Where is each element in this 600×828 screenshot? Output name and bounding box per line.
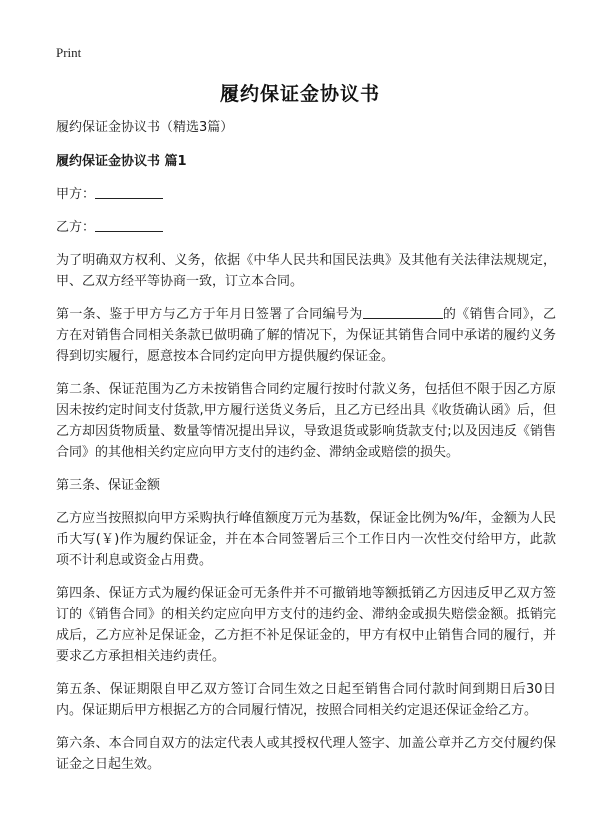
document-subtitle: 履约保证金协议书（精选3篇） — [56, 120, 234, 135]
clause-1-text-a: 第一条、鉴于甲方与乙方于年月日签署了合同编号为 — [56, 307, 363, 322]
clause-3-title: 第三条、保证金额 — [56, 478, 161, 493]
clause-5: 第五条、保证期限自甲乙双方签订合同生效之日起至销售合同付款时间到期日后30日内。保证期后甲方根据乙方的合同履行情况，按照合同相关约定退还保证金给乙方。 — [56, 682, 556, 718]
party-b-line — [56, 217, 556, 238]
intro-paragraph: 为了明确双方权利、义务，依据《中华人民共和国民法典》及其他有关法律法规规定，甲、乙双方经平等协商一致，订立本合同。 — [56, 253, 556, 289]
clause-1-text-b: 的《销售合同》，乙方在对销售合同相关条款已做明确了解的情况下，为保证其销售合同中承诺的履约义务得到切实履行，愿意按本合同约定向甲方提供履约保证金。 — [56, 307, 556, 364]
clause-3: 乙方应当按照拟向甲方采购执行峰值额度万元为基数，保证金比例为%/年，金额为人民币大写(￥)作为履约保证金，并在本合同签署后三个工作日内一次性交付给甲方，此款项不计利息或资金占用费。 — [56, 511, 556, 568]
clause-2: 第二条、保证范围为乙方未按销售合同约定履行按时付款义务，包括但不限于因乙方原因未按约定时间支付货款,甲方履行送货义务后，且乙方已经出具《收货确认函》后，但乙方却因货物质量、数量等情况提出异议，导致退货或影响货款支付;以及因违反《销售合同》的其他相关约定应向甲方支付的违约金、滞纳金或赔偿的损失。 — [56, 382, 556, 460]
print-link[interactable]: Print — [56, 45, 82, 60]
party-a-line — [56, 184, 556, 205]
document-body — [56, 117, 556, 787]
clause-1 — [56, 304, 556, 367]
clause-6: 第六条、本合同自双方的法定代表人或其授权代理人签字、加盖公章并乙方交付履约保证金之日起生效。 — [56, 736, 556, 772]
party-b-label: 乙方： — [56, 220, 96, 235]
party-a-blank — [95, 184, 163, 199]
clause-4: 第四条、保证方式为履约保证金可无条件并不可撤销地等额抵销乙方因违反甲乙双方签订的《销售合同》的相关约定应向甲方支付的违约金、滞纳金或损失赔偿金额。抵销完成后，乙方应补足保证金，乙方拒不补足保证金的，甲方有权中止销售合同的履行，并要求乙方承担相关违约责任。 — [56, 586, 556, 664]
party-a-label: 甲方： — [56, 187, 96, 202]
document-title: 履约保证金协议书 — [219, 83, 380, 105]
party-b-blank — [95, 217, 163, 232]
section-heading: 履约保证金协议书 篇1 — [56, 154, 187, 169]
contract-number-blank — [363, 304, 443, 319]
